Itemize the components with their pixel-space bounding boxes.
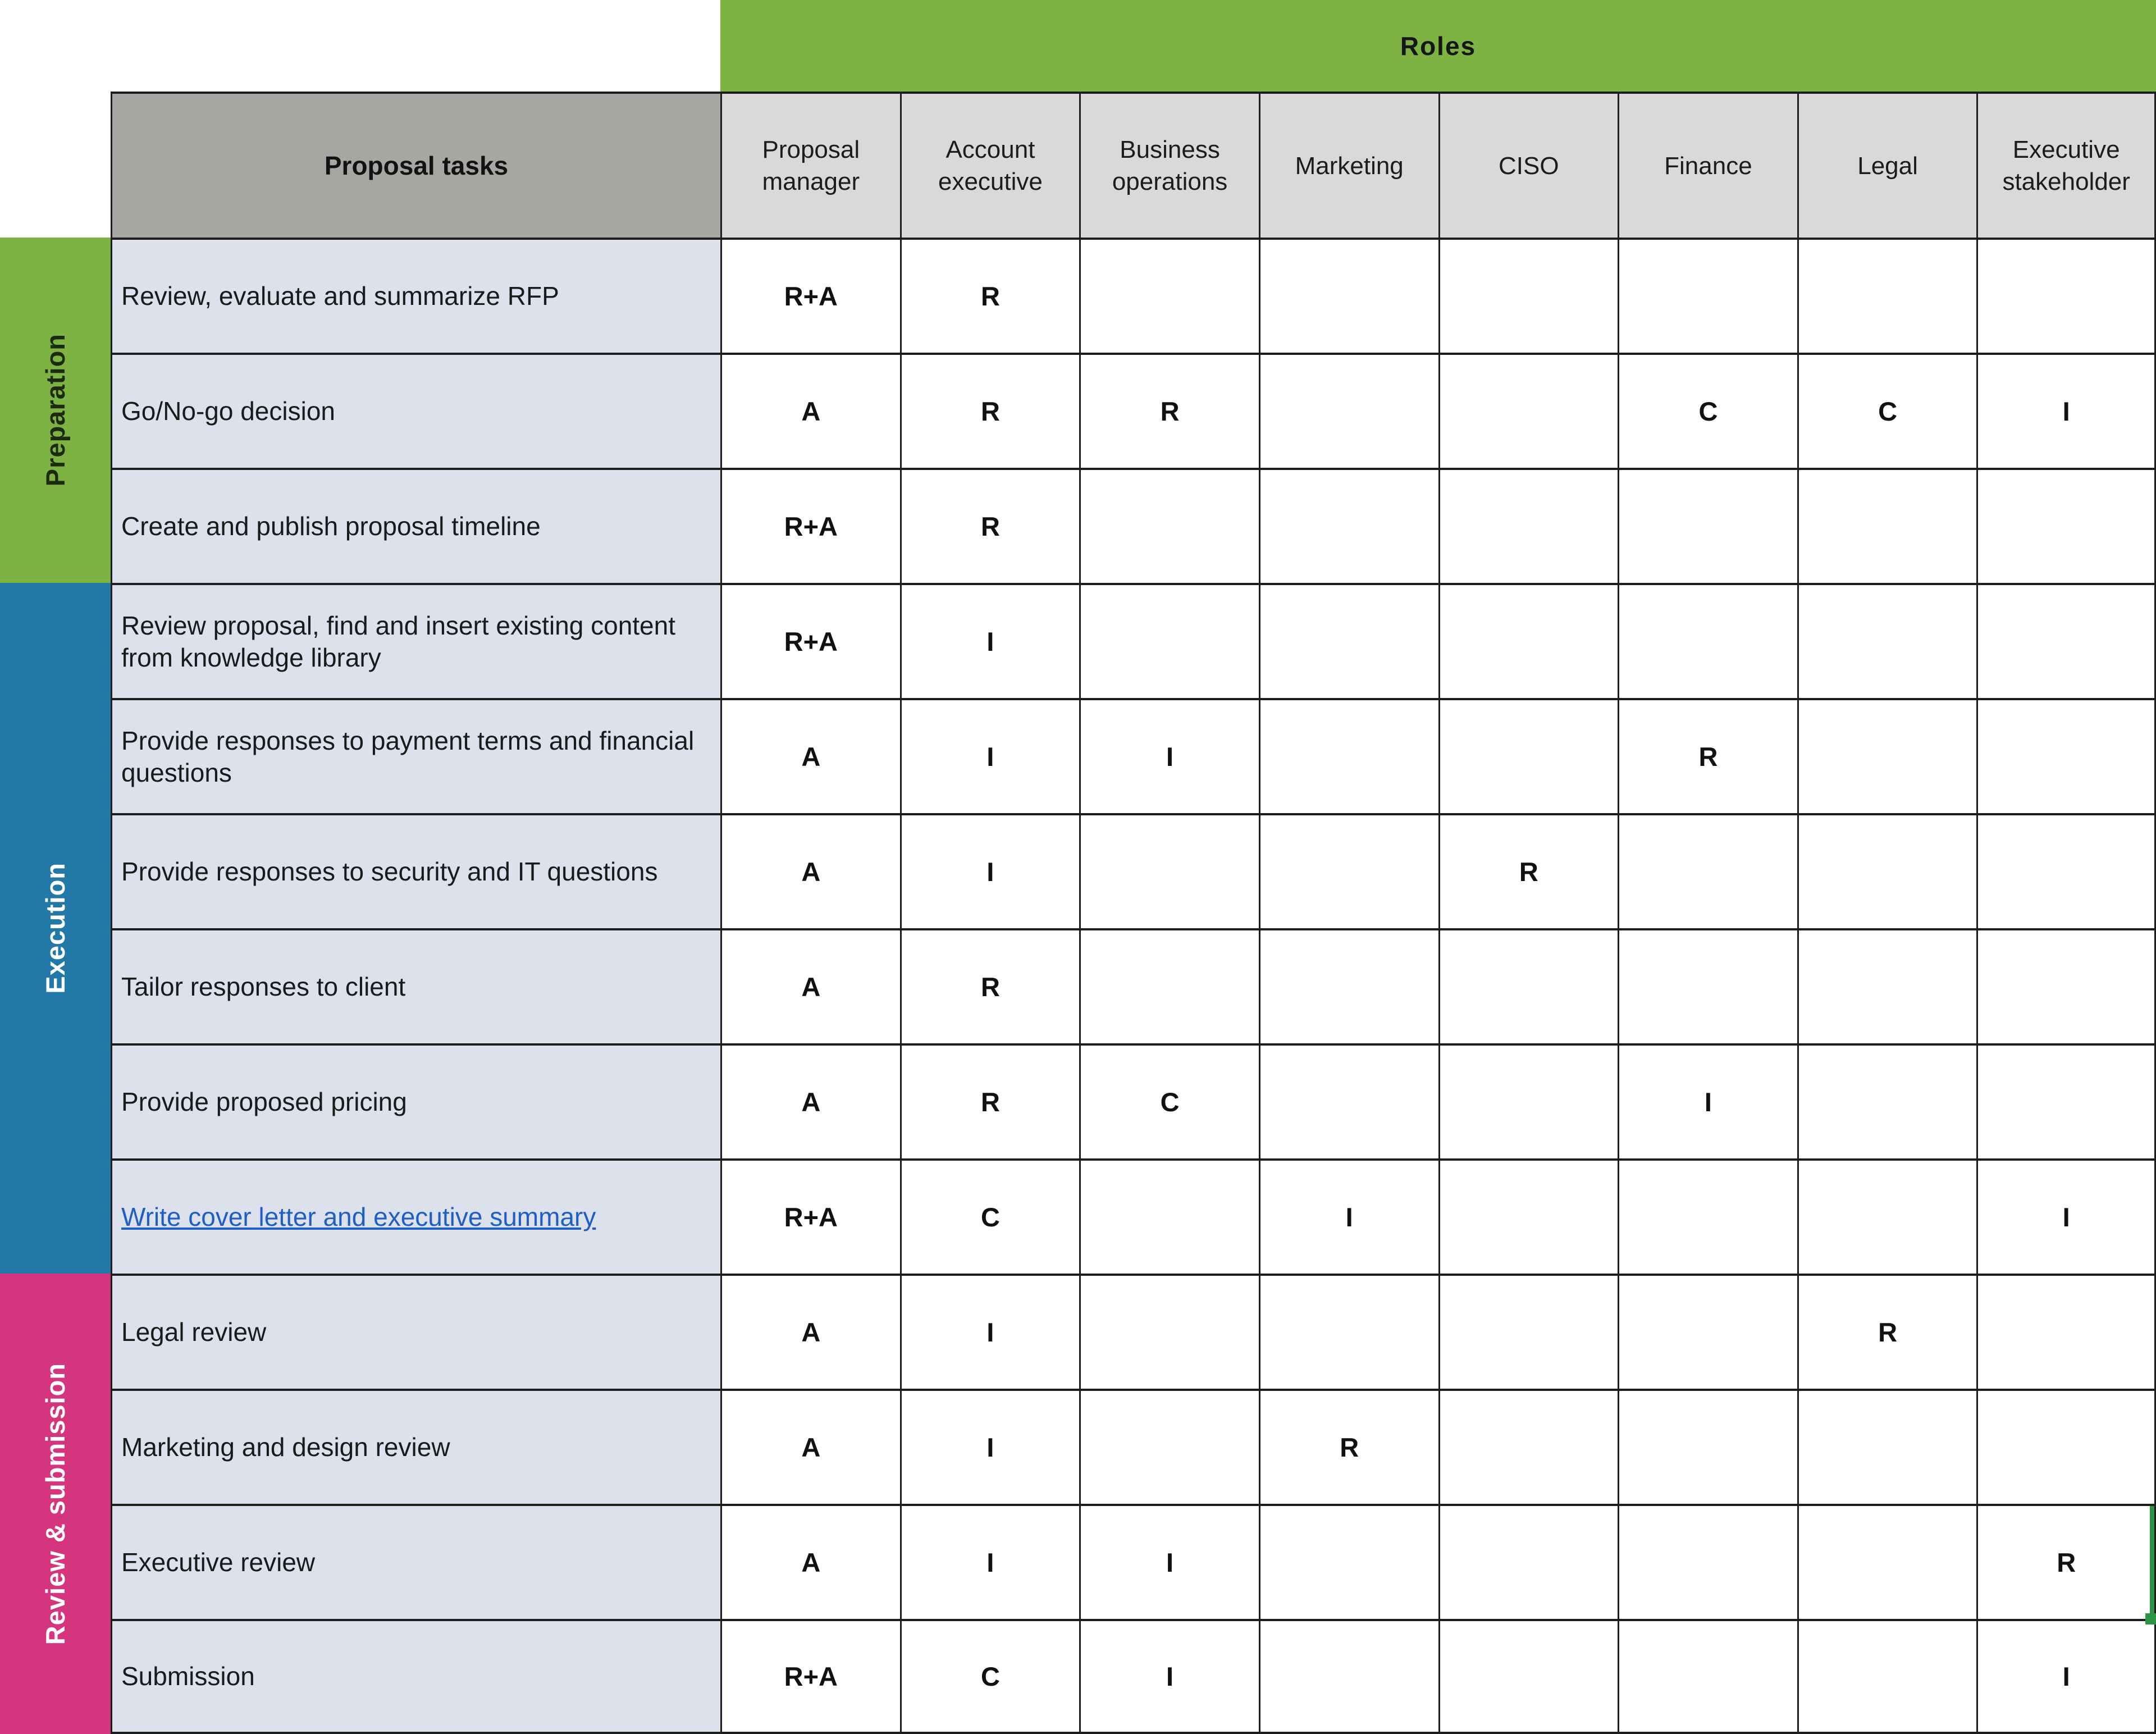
role-header-account-executive: Account executive xyxy=(900,92,1080,238)
raci-cell[interactable]: R xyxy=(1797,1274,1977,1389)
raci-cell[interactable] xyxy=(1797,1619,1977,1734)
raci-cell[interactable]: I xyxy=(900,1389,1080,1504)
raci-cell[interactable]: R+A xyxy=(720,468,900,583)
raci-cell[interactable] xyxy=(1438,1274,1618,1389)
task-cell[interactable]: Review proposal, find and insert existing content from knowledge library xyxy=(111,583,720,698)
raci-cell[interactable]: R xyxy=(900,1043,1080,1158)
raci-cell[interactable] xyxy=(1079,813,1259,928)
task-cell[interactable]: Submission xyxy=(111,1619,720,1734)
raci-cell[interactable]: C xyxy=(1618,353,1797,468)
raci-cell[interactable] xyxy=(1259,813,1438,928)
raci-cell[interactable]: A xyxy=(720,1504,900,1619)
raci-cell[interactable]: R xyxy=(1079,353,1259,468)
raci-cell[interactable] xyxy=(1259,1274,1438,1389)
raci-cell[interactable]: A xyxy=(720,813,900,928)
raci-cell[interactable] xyxy=(1259,1504,1438,1619)
raci-cell[interactable]: C xyxy=(1079,1043,1259,1158)
raci-cell[interactable]: R xyxy=(900,353,1080,468)
task-cell[interactable]: Review, evaluate and summarize RFP xyxy=(111,238,720,353)
raci-cell[interactable]: R xyxy=(900,468,1080,583)
raci-cell[interactable]: R+A xyxy=(720,1619,900,1734)
task-cell[interactable]: Executive review xyxy=(111,1504,720,1619)
raci-cell[interactable]: I xyxy=(1976,353,2156,468)
raci-cell[interactable] xyxy=(1797,698,1977,813)
raci-cell[interactable] xyxy=(1976,583,2156,698)
raci-cell[interactable] xyxy=(1976,698,2156,813)
task-cell[interactable]: Tailor responses to client xyxy=(111,928,720,1043)
task-cell[interactable]: Provide proposed pricing xyxy=(111,1043,720,1158)
raci-cell[interactable] xyxy=(1438,583,1618,698)
task-cell[interactable]: Marketing and design review xyxy=(111,1389,720,1504)
raci-cell[interactable]: I xyxy=(1618,1043,1797,1158)
raci-cell[interactable]: A xyxy=(720,1043,900,1158)
raci-cell[interactable] xyxy=(1797,813,1977,928)
raci-cell[interactable] xyxy=(1438,238,1618,353)
raci-cell[interactable] xyxy=(1797,238,1977,353)
raci-cell[interactable] xyxy=(1259,698,1438,813)
raci-cell[interactable]: I xyxy=(900,1504,1080,1619)
raci-cell[interactable] xyxy=(1976,468,2156,583)
task-cell[interactable]: Legal review xyxy=(111,1274,720,1389)
raci-cell[interactable] xyxy=(1797,1043,1977,1158)
raci-cell[interactable] xyxy=(1618,928,1797,1043)
raci-cell[interactable] xyxy=(1797,468,1977,583)
raci-cell[interactable] xyxy=(1438,468,1618,583)
section-band-review-submission xyxy=(0,1274,111,1734)
role-header-proposal-manager: Proposal manager xyxy=(720,92,900,238)
roles-banner xyxy=(720,0,2156,92)
raci-cell[interactable] xyxy=(1438,928,1618,1043)
header-band-spacer xyxy=(0,92,111,238)
raci-cell[interactable] xyxy=(1797,583,1977,698)
raci-cell[interactable] xyxy=(1438,1158,1618,1274)
raci-cell[interactable]: I xyxy=(900,813,1080,928)
raci-cell[interactable]: R xyxy=(900,238,1080,353)
raci-cell[interactable]: A xyxy=(720,353,900,468)
raci-cell[interactable] xyxy=(1618,1158,1797,1274)
role-header-finance: Finance xyxy=(1618,92,1797,238)
raci-cell[interactable]: A xyxy=(720,698,900,813)
raci-cell[interactable] xyxy=(1976,813,2156,928)
raci-cell[interactable]: I xyxy=(1976,1619,2156,1734)
raci-cell[interactable]: C xyxy=(1797,353,1977,468)
raci-cell[interactable] xyxy=(1079,468,1259,583)
raci-cell[interactable] xyxy=(1976,928,2156,1043)
raci-cell[interactable] xyxy=(1976,1274,2156,1389)
raci-cell[interactable] xyxy=(1079,238,1259,353)
raci-cell[interactable]: R xyxy=(1438,813,1618,928)
section-label-execution: Execution xyxy=(40,863,70,994)
raci-cell[interactable]: I xyxy=(900,583,1080,698)
raci-cell[interactable] xyxy=(1618,468,1797,583)
raci-cell[interactable] xyxy=(1259,238,1438,353)
raci-cell[interactable] xyxy=(1079,1274,1259,1389)
raci-cell[interactable] xyxy=(1976,1389,2156,1504)
raci-cell[interactable] xyxy=(1618,813,1797,928)
raci-cell[interactable]: I xyxy=(1259,1158,1438,1274)
raci-cell[interactable]: A xyxy=(720,928,900,1043)
raci-cell[interactable] xyxy=(1976,1043,2156,1158)
top-left-spacer xyxy=(0,0,720,92)
raci-cell[interactable] xyxy=(1976,238,2156,353)
raci-cell[interactable] xyxy=(1618,238,1797,353)
task-cell[interactable]: Provide responses to payment terms and financial questions xyxy=(111,698,720,813)
raci-cell[interactable]: R xyxy=(1259,1389,1438,1504)
raci-cell[interactable]: I xyxy=(900,1274,1080,1389)
raci-cell[interactable] xyxy=(1259,468,1438,583)
role-header-ciso: CISO xyxy=(1438,92,1618,238)
raci-cell[interactable] xyxy=(1079,928,1259,1043)
raci-cell[interactable] xyxy=(1618,1619,1797,1734)
raci-cell[interactable]: C xyxy=(900,1619,1080,1734)
role-header-marketing: Marketing xyxy=(1259,92,1438,238)
raci-cell[interactable] xyxy=(1618,1389,1797,1504)
role-header-executive-stakeholder: Executive stakeholder xyxy=(1976,92,2156,238)
raci-cell[interactable] xyxy=(1259,928,1438,1043)
raci-cell[interactable] xyxy=(1438,1389,1618,1504)
raci-cell[interactable]: C xyxy=(900,1158,1080,1274)
roles-banner-label: Roles xyxy=(1400,31,1477,61)
raci-cell[interactable]: R xyxy=(1618,698,1797,813)
role-header-legal: Legal xyxy=(1797,92,1977,238)
raci-cell[interactable] xyxy=(1259,353,1438,468)
raci-cell[interactable] xyxy=(1259,583,1438,698)
raci-cell[interactable]: I xyxy=(1079,1504,1259,1619)
task-cell xyxy=(111,1158,720,1274)
raci-cell[interactable] xyxy=(1438,1043,1618,1158)
raci-cell[interactable] xyxy=(1797,928,1977,1043)
raci-cell[interactable]: I xyxy=(1079,698,1259,813)
tasks-column-header: Proposal tasks xyxy=(111,92,720,238)
raci-cell[interactable] xyxy=(1438,353,1618,468)
raci-cell-selected[interactable]: R xyxy=(1976,1504,2156,1619)
raci-cell[interactable] xyxy=(1438,1504,1618,1619)
task-link[interactable]: Write cover letter and executive summary xyxy=(121,1202,596,1231)
section-band-execution xyxy=(0,583,111,1274)
raci-cell[interactable]: A xyxy=(720,1389,900,1504)
task-cell[interactable]: Go/No-go decision xyxy=(111,353,720,468)
section-label-review-submission: Review & submission xyxy=(40,1362,70,1645)
task-cell[interactable]: Provide responses to security and IT questions xyxy=(111,813,720,928)
task-cell[interactable]: Create and publish proposal timeline xyxy=(111,468,720,583)
raci-cell[interactable] xyxy=(1079,1158,1259,1274)
raci-cell[interactable]: I xyxy=(1079,1619,1259,1734)
raci-cell[interactable]: R+A xyxy=(720,1158,900,1274)
raci-cell[interactable] xyxy=(1618,583,1797,698)
raci-cell[interactable]: A xyxy=(720,1274,900,1389)
raci-cell[interactable]: I xyxy=(1976,1158,2156,1274)
raci-cell[interactable] xyxy=(1079,583,1259,698)
raci-cell[interactable] xyxy=(1797,1158,1977,1274)
raci-cell[interactable] xyxy=(1438,1619,1618,1734)
raci-cell[interactable] xyxy=(1438,698,1618,813)
raci-cell[interactable]: R xyxy=(900,928,1080,1043)
section-label-preparation: Preparation xyxy=(40,334,70,487)
raci-cell[interactable]: R+A xyxy=(720,238,900,353)
raci-cell[interactable] xyxy=(1259,1619,1438,1734)
raci-cell[interactable] xyxy=(1618,1274,1797,1389)
raci-cell[interactable]: R+A xyxy=(720,583,900,698)
raci-cell[interactable]: I xyxy=(900,698,1080,813)
raci-cell[interactable] xyxy=(1259,1043,1438,1158)
raci-cell[interactable] xyxy=(1079,1389,1259,1504)
raci-cell[interactable] xyxy=(1618,1504,1797,1619)
section-band-preparation xyxy=(0,238,111,583)
role-header-business-operations: Business operations xyxy=(1079,92,1259,238)
raci-cell[interactable] xyxy=(1797,1389,1977,1504)
raci-cell[interactable] xyxy=(1797,1504,1977,1619)
